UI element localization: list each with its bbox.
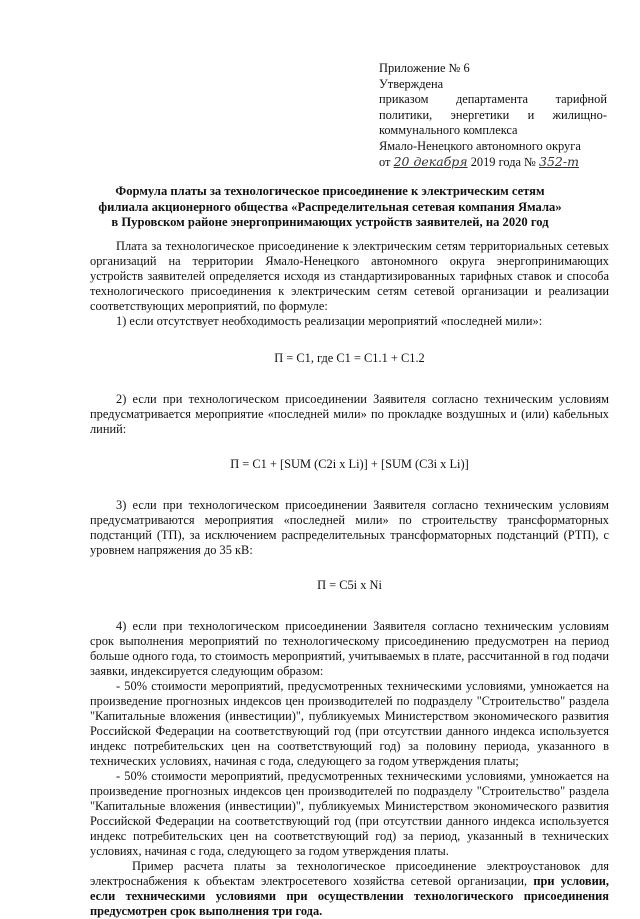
example-condition: при условии, если техническими условиями при осуществлении технологического присоединения предусмотрен срок выполнения три года. [90,874,609,918]
example-paragraph [90,859,609,919]
title-line-3: в Пуровском районе энергопринимающих устройств заявителей, на 2020 год [111,215,549,229]
formula-1: П = С1, где С1 = С1.1 + С1.2 [274,351,425,365]
order-line-4: Ямало-Ненецкого автономного округа [379,138,581,153]
case-1-paragraph: 1) если отсутствует необходимость реализации мероприятий «последней мили»: [116,314,543,328]
case-2-paragraph: 2) если при технологическом присоединении Заявителя согласно техническим условиям предусматривается мероприятие «последней мили» по прокладке воздушных и (или) кабельных линий: [90,392,609,436]
date-prefix: от [379,155,391,169]
document-body [90,239,609,919]
order-line-1: приказом департамента тарифной [379,92,607,106]
title-line-2: филиала акционерного общества «Распределительная сетевая компания Ямала» [98,199,562,214]
order-line-3: коммунального комплекса [379,123,518,137]
approval-block [379,61,607,171]
indexation-bullet-2: - 50% стоимости мероприятий, предусмотренных техническими условиями, умножается на произведение прогнозных индексов цен производителей по подразделу "Строительство" раздела "Капитальные вложения (инвестиции)", публикуемых Министерством экономического развития Российской Федерации на соответствующий год (при отсутствии данного индекса используется индекс потребительских цен на соответствующий год) за период, указанный в технических условиях, начиная с года, следующего за годом утверждения платы. [90,769,609,858]
order-date-line [379,154,607,171]
formula-2: П = С1 + [SUM (C2i x Li)] + [SUM (C3i x Li)] [230,457,469,471]
handwritten-number: 352-т [539,154,579,169]
date-year: 2019 года № [470,155,536,169]
document-title [90,184,570,231]
appendix-number: Приложение № 6 [379,61,470,75]
formula-3: П = С5i x Ni [317,578,382,592]
order-line-2: политики, энергетики и жилищно- [379,107,607,122]
example-text: Пример расчета платы за технологическое присоединение электроустановок для электроснабжения к объектам электросетевого хозяйства сетевой организации, [90,859,609,888]
handwritten-date: 20 декабря [393,154,468,169]
intro-paragraph: Плата за технологическое присоединение к электрическим сетям территориальных сетевых организаций на территории Ямало-Ненецкого автономного округа энергопринимающих устройств заявителей определяется исходя из стандартизированных тарифных ставок и способа технологического присоединения к электрическим сетям сетевой организации и реализации соответствующих мероприятий, по формуле: [90,239,609,313]
approved-label: Утверждена [379,76,444,91]
case-3-paragraph: 3) если при технологическом присоединении Заявителя согласно техническим условиям предусматриваются мероприятия «последней мили» по строительству трансформаторных подстанций (ТП), за исключением распределительных трансформаторных подстанций (РТП), с уровнем напряжения до 35 кВ: [90,498,609,557]
case-4-paragraph: 4) если при технологическом присоединении Заявителя согласно техническим условиям срок выполнения мероприятий по технологическому присоединению предусмотрен на период больше одного года, то стоимость мероприятий, учитываемых в плате, рассчитанной в год подачи заявки, индексируется следующим образом: [90,619,609,678]
title-line-1: Формула платы за технологическое присоединение к электрическим сетям [115,184,545,198]
indexation-bullet-1: - 50% стоимости мероприятий, предусмотренных техническими условиями, умножается на произведение прогнозных индексов цен производителей по подразделу "Строительство" раздела "Капитальные вложения (инвестиции)", публикуемых Министерством экономического развития Российской Федерации на соответствующий год (при отсутствии данного индекса используется индекс потребительских цен на соответствующий год) за половину периода, указанного в технических условиях, начиная с года, следующего за годом утверждения платы; [90,679,609,768]
